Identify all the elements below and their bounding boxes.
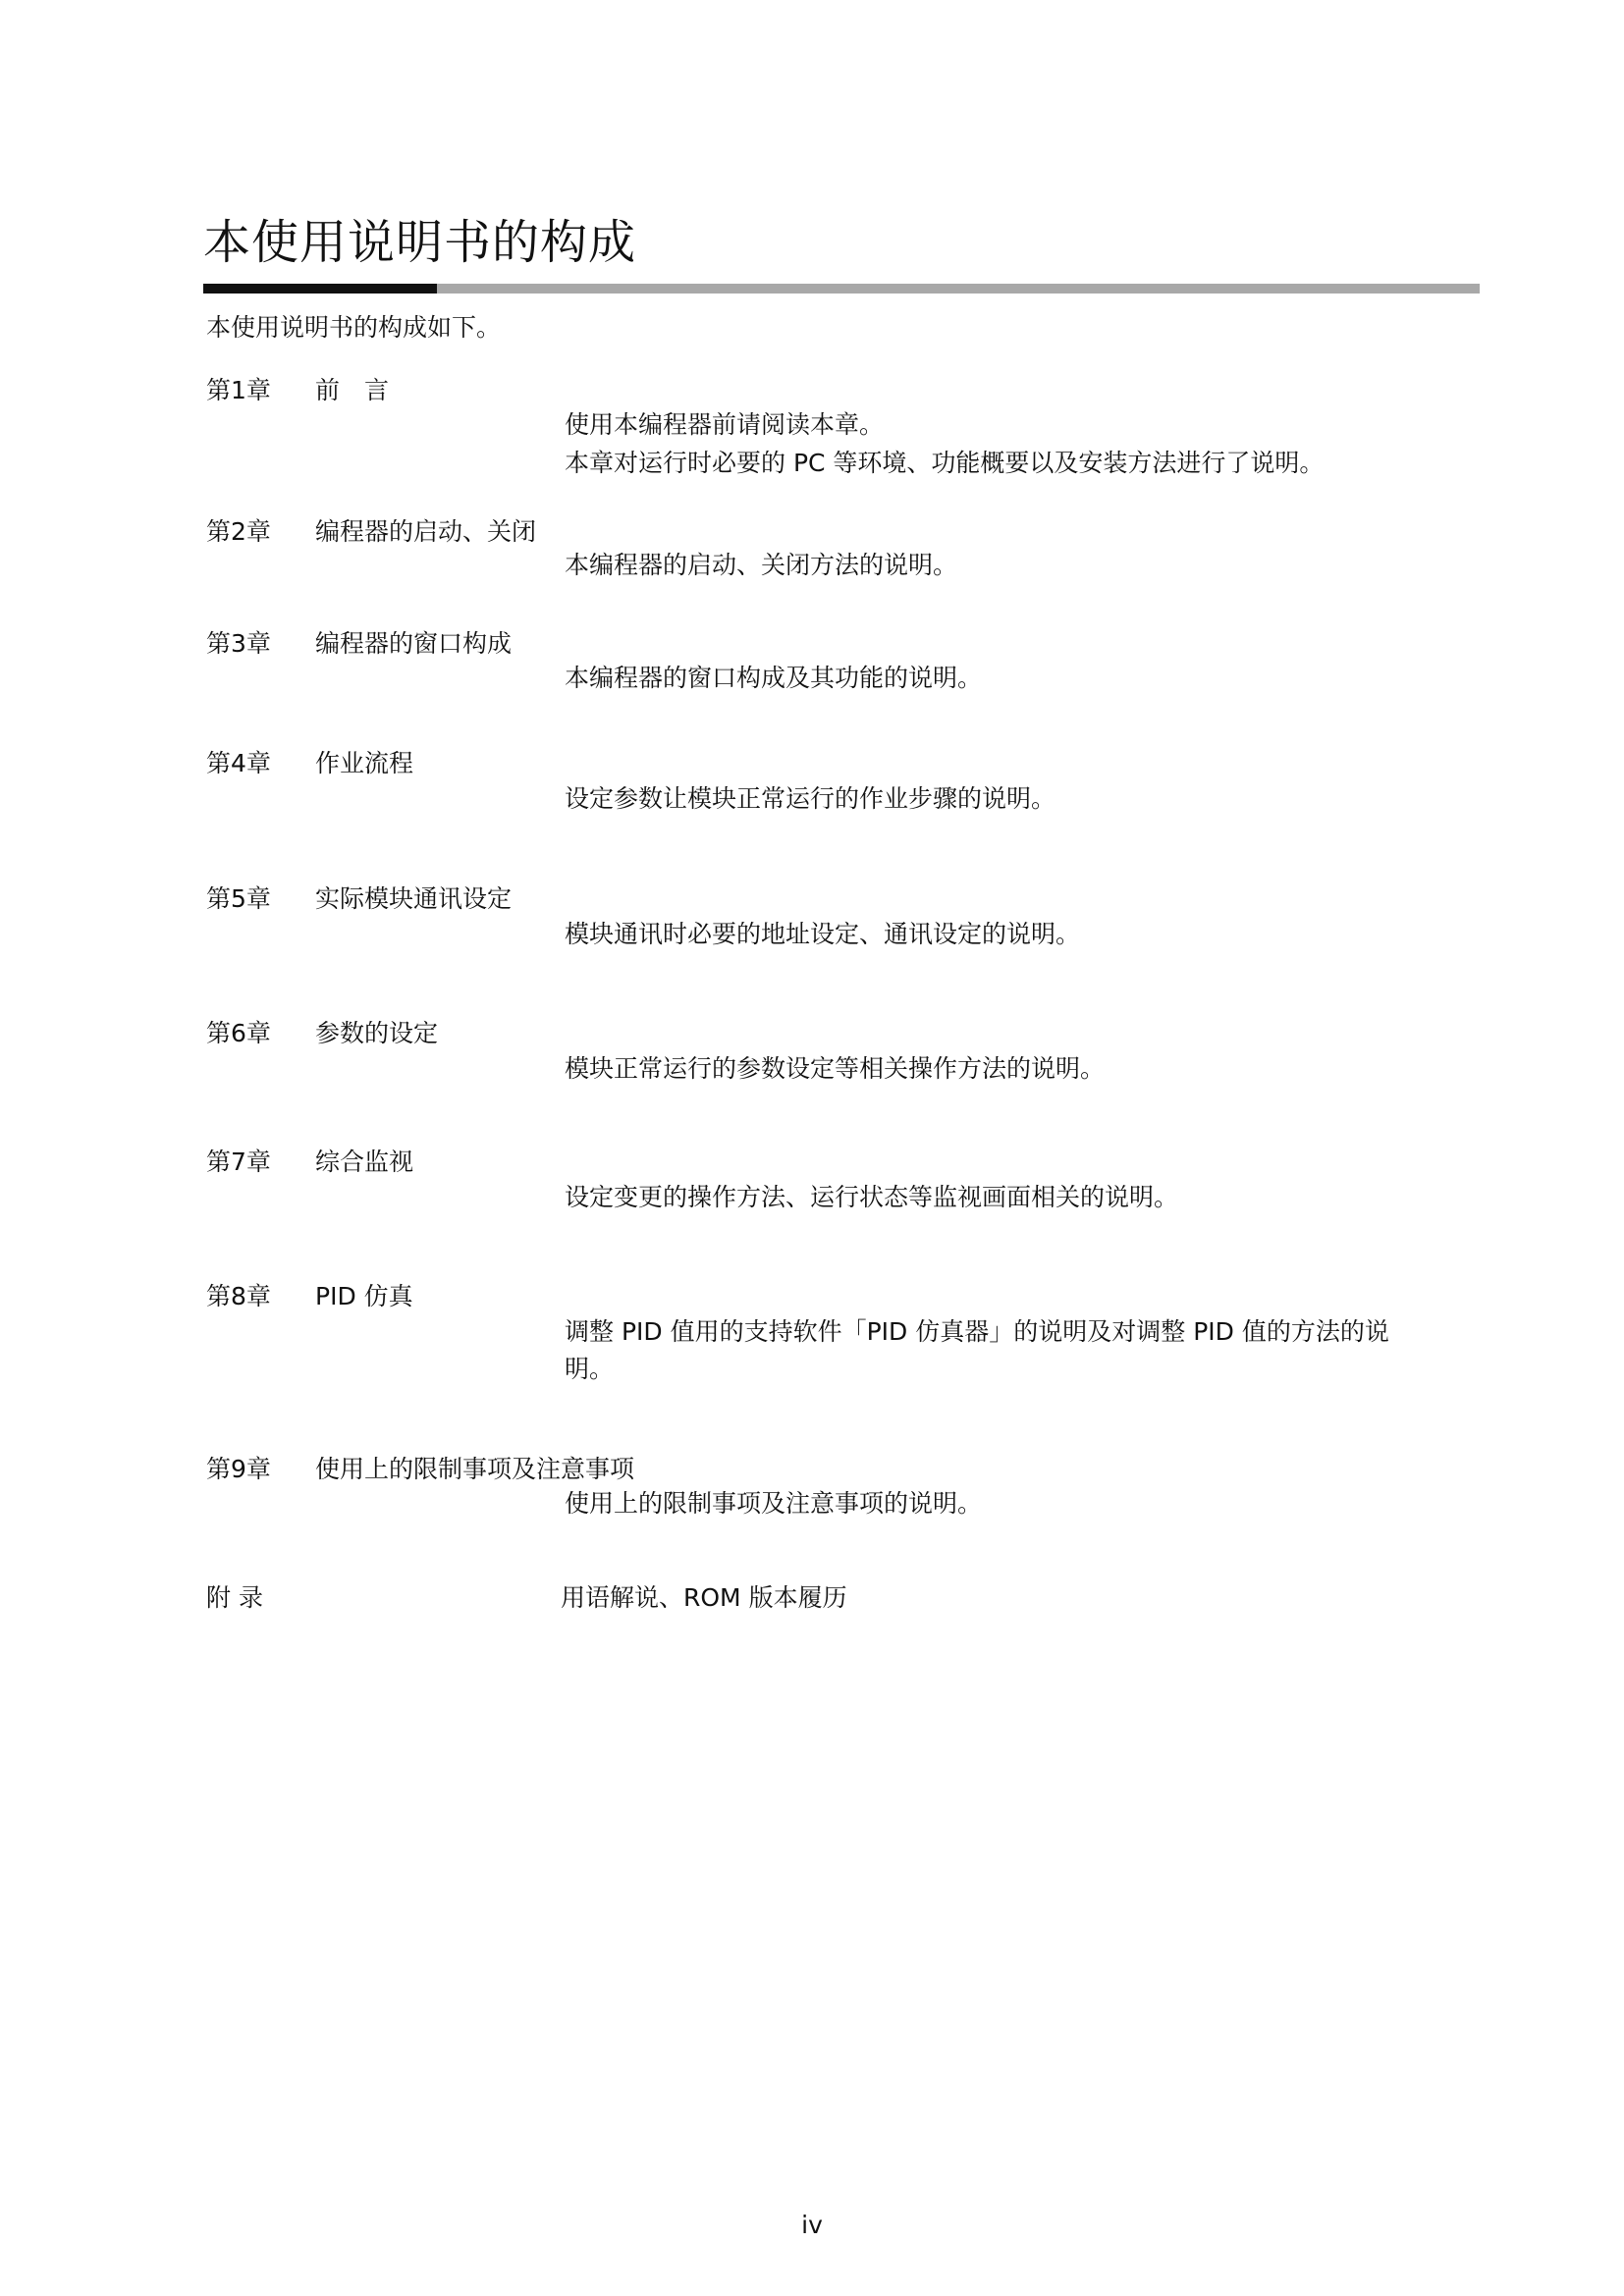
intro-text: 本使用说明书的构成如下。 <box>206 313 502 342</box>
chapter-8-desc-line-2: 明。 <box>565 1355 615 1383</box>
chapter-7-desc-line-1: 设定变更的操作方法、运行状态等监视画面相关的说明。 <box>565 1183 1179 1211</box>
chapter-9-number: 第9章 <box>206 1455 271 1483</box>
chapter-6-number: 第6章 <box>206 1019 271 1047</box>
chapter-5-title: 实际模块通讯设定 <box>315 884 513 913</box>
chapter-2-desc-line-1: 本编程器的启动、关闭方法的说明。 <box>565 551 958 579</box>
chapter-8-desc-line-1: 调整 PID 值用的支持软件「PID 仿真器」的说明及对调整 PID 值的方法的说 <box>565 1317 1389 1346</box>
chapter-3-number: 第3章 <box>206 629 271 658</box>
appendix-desc: 用语解说、ROM 版本履历 <box>561 1583 847 1612</box>
chapter-2-title: 编程器的启动、关闭 <box>315 517 537 546</box>
page-number: iv <box>801 2211 823 2239</box>
chapter-5-number: 第5章 <box>206 884 271 913</box>
chapter-6-title: 参数的设定 <box>315 1019 439 1047</box>
chapter-7-number: 第7章 <box>206 1148 271 1176</box>
appendix-label: 附 录 <box>206 1583 263 1612</box>
chapter-4-number: 第4章 <box>206 749 271 777</box>
chapter-1-number: 第1章 <box>206 376 271 404</box>
title-rule-dark-segment <box>203 284 437 294</box>
chapter-2-number: 第2章 <box>206 517 271 546</box>
chapter-3-desc-line-1: 本编程器的窗口构成及其功能的说明。 <box>565 664 983 692</box>
chapter-4-title: 作业流程 <box>315 749 414 777</box>
chapter-3-title: 编程器的窗口构成 <box>315 629 513 658</box>
chapter-7-title: 综合监视 <box>315 1148 414 1176</box>
chapter-1-desc-line-2: 本章对运行时必要的 PC 等环境、功能概要以及安装方法进行了说明。 <box>565 449 1325 477</box>
chapter-6-desc-line-1: 模块正常运行的参数设定等相关操作方法的说明。 <box>565 1054 1106 1083</box>
chapter-1-title: 前 言 <box>315 376 390 404</box>
chapter-1-desc-line-1: 使用本编程器前请阅读本章。 <box>565 410 885 439</box>
chapter-5-desc-line-1: 模块通讯时必要的地址设定、通讯设定的说明。 <box>565 920 1081 948</box>
chapter-8-number: 第8章 <box>206 1282 271 1310</box>
chapter-8-title: PID 仿真 <box>315 1282 413 1310</box>
chapter-4-desc-line-1: 设定参数让模块正常运行的作业步骤的说明。 <box>565 784 1056 813</box>
title-rule <box>203 284 1480 294</box>
chapter-9-title: 使用上的限制事项及注意事项 <box>315 1455 635 1483</box>
page-title: 本使用说明书的构成 <box>203 215 637 270</box>
title-rule-gray-segment <box>437 284 1480 294</box>
chapter-9-desc-line-1: 使用上的限制事项及注意事项的说明。 <box>565 1489 983 1518</box>
